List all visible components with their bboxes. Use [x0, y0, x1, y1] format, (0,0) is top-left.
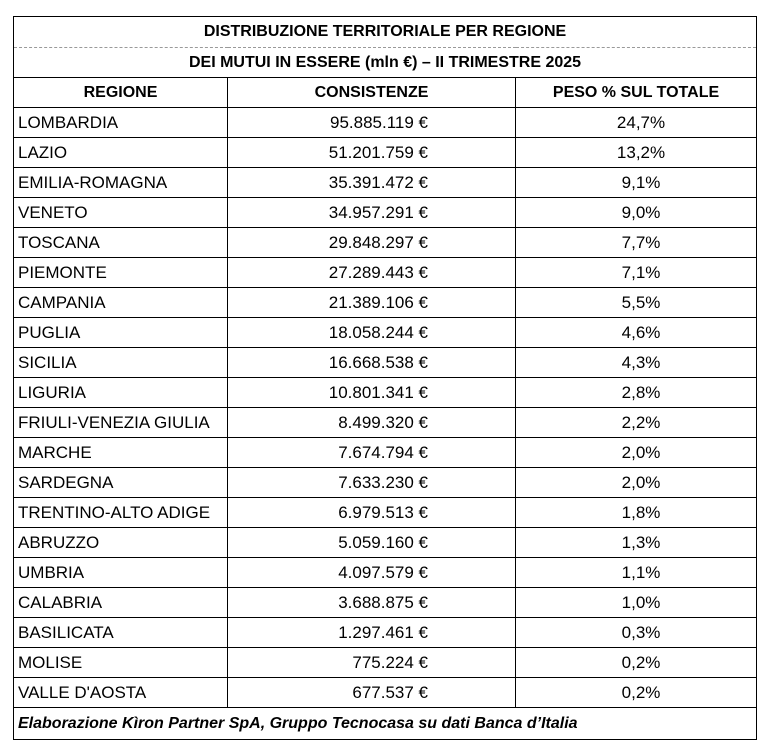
region-cell: LIGURIA [14, 378, 228, 408]
table-row [14, 468, 757, 498]
share-cell: 2,0% [516, 438, 757, 468]
share-cell: 5,5% [516, 288, 757, 318]
table-row [14, 318, 757, 348]
region-cell: MARCHE [14, 438, 228, 468]
table-row [14, 378, 757, 408]
region-cell: LOMBARDIA [14, 108, 228, 138]
share-cell: 24,7% [516, 108, 757, 138]
value-cell: 7.674.794 € [228, 438, 516, 468]
table-row [14, 288, 757, 318]
region-cell: PUGLIA [14, 318, 228, 348]
header-share: PESO % SUL TOTALE [516, 78, 757, 108]
share-cell: 9,0% [516, 198, 757, 228]
region-cell: EMILIA-ROMAGNA [14, 168, 228, 198]
table-row [14, 168, 757, 198]
table-title-line2: DEI MUTUI IN ESSERE (mln €) – II TRIMESTRE 2025 [14, 48, 757, 78]
value-cell: 7.633.230 € [228, 468, 516, 498]
value-cell: 4.097.579 € [228, 558, 516, 588]
value-cell: 10.801.341 € [228, 378, 516, 408]
region-cell: VENETO [14, 198, 228, 228]
share-cell: 0,2% [516, 648, 757, 678]
value-cell: 34.957.291 € [228, 198, 516, 228]
share-cell: 1,0% [516, 588, 757, 618]
region-cell: CALABRIA [14, 588, 228, 618]
region-cell: TRENTINO-ALTO ADIGE [14, 498, 228, 528]
share-cell: 13,2% [516, 138, 757, 168]
header-value: CONSISTENZE [228, 78, 516, 108]
value-cell: 35.391.472 € [228, 168, 516, 198]
share-cell: 7,1% [516, 258, 757, 288]
table-row [14, 108, 757, 138]
value-cell: 1.297.461 € [228, 618, 516, 648]
value-cell: 16.668.538 € [228, 348, 516, 378]
value-cell: 18.058.244 € [228, 318, 516, 348]
value-cell: 95.885.119 € [228, 108, 516, 138]
table-row [14, 348, 757, 378]
table-row [14, 588, 757, 618]
table-row [14, 228, 757, 258]
region-cell: BASILICATA [14, 618, 228, 648]
share-cell: 4,6% [516, 318, 757, 348]
share-cell: 2,8% [516, 378, 757, 408]
region-cell: TOSCANA [14, 228, 228, 258]
column-header-row [14, 78, 757, 108]
table-row [14, 618, 757, 648]
share-cell: 2,0% [516, 468, 757, 498]
share-cell: 0,3% [516, 618, 757, 648]
region-cell: SARDEGNA [14, 468, 228, 498]
region-cell: LAZIO [14, 138, 228, 168]
table-row [14, 138, 757, 168]
table-title-line1: DISTRIBUZIONE TERRITORIALE PER REGIONE [14, 17, 757, 48]
region-cell: PIEMONTE [14, 258, 228, 288]
region-cell: CAMPANIA [14, 288, 228, 318]
table-row [14, 558, 757, 588]
region-cell: FRIULI-VENEZIA GIULIA [14, 408, 228, 438]
region-cell: MOLISE [14, 648, 228, 678]
value-cell: 8.499.320 € [228, 408, 516, 438]
share-cell: 7,7% [516, 228, 757, 258]
region-cell: ABRUZZO [14, 528, 228, 558]
region-cell: VALLE D'AOSTA [14, 678, 228, 708]
share-cell: 2,2% [516, 408, 757, 438]
region-cell: SICILIA [14, 348, 228, 378]
table-body [14, 108, 757, 708]
value-cell: 6.979.513 € [228, 498, 516, 528]
value-cell: 5.059.160 € [228, 528, 516, 558]
table-row [14, 258, 757, 288]
header-region: REGIONE [14, 78, 228, 108]
table-row [14, 438, 757, 468]
table-row [14, 678, 757, 708]
footer-row [14, 708, 757, 740]
regional-mortgage-table [13, 16, 757, 740]
title-row-2 [14, 48, 757, 78]
source-note: Elaborazione Kìron Partner SpA, Gruppo Tecnocasa su dati Banca d’Italia [14, 708, 757, 740]
share-cell: 4,3% [516, 348, 757, 378]
share-cell: 9,1% [516, 168, 757, 198]
value-cell: 27.289.443 € [228, 258, 516, 288]
share-cell: 1,3% [516, 528, 757, 558]
value-cell: 51.201.759 € [228, 138, 516, 168]
value-cell: 29.848.297 € [228, 228, 516, 258]
value-cell: 21.389.106 € [228, 288, 516, 318]
region-cell: UMBRIA [14, 558, 228, 588]
table-row [14, 648, 757, 678]
table-row [14, 528, 757, 558]
value-cell: 3.688.875 € [228, 588, 516, 618]
share-cell: 0,2% [516, 678, 757, 708]
table-row [14, 498, 757, 528]
share-cell: 1,8% [516, 498, 757, 528]
table-row [14, 408, 757, 438]
share-cell: 1,1% [516, 558, 757, 588]
value-cell: 775.224 € [228, 648, 516, 678]
title-row-1 [14, 17, 757, 48]
value-cell: 677.537 € [228, 678, 516, 708]
table-row [14, 198, 757, 228]
